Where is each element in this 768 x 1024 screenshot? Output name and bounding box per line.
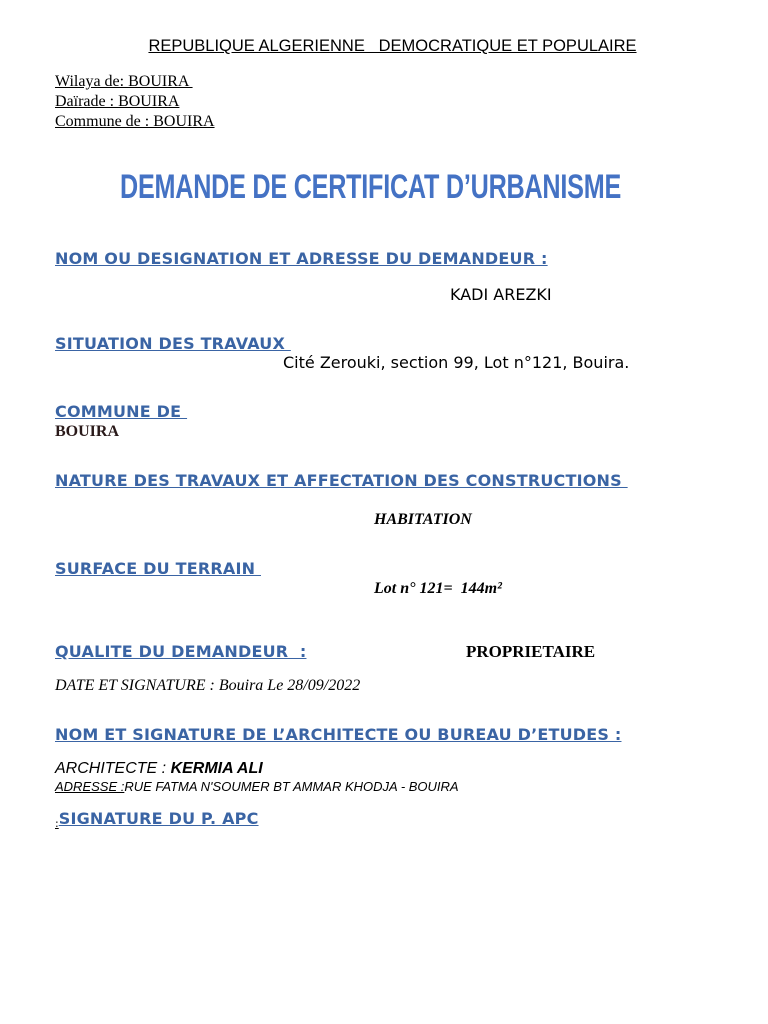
demandeur-value: KADI AREZKI xyxy=(450,285,552,304)
surface-value: Lot n° 121= 144m² xyxy=(374,580,502,597)
section-commune-label: COMMUNE DE xyxy=(55,402,188,421)
signature-line xyxy=(55,809,259,830)
date-signature-line: DATE ET SIGNATURE : Bouira Le 28/09/2022 xyxy=(55,677,361,694)
address-label: ADRESSE : xyxy=(55,779,125,794)
architecte-address-line xyxy=(55,779,459,794)
architecte-name: KERMIA ALI xyxy=(170,760,263,777)
section-demandeur-label: NOM OU DESIGNATION ET ADRESSE DU DEMANDEUR : xyxy=(55,249,548,268)
wilaya-line: Wilaya de: BOUIRA xyxy=(55,73,193,90)
nature-value: HABITATION xyxy=(374,511,472,528)
section-situation-label: SITUATION DES TRAVAUX xyxy=(55,334,291,353)
republic-heading: REPUBLIQUE ALGERIENNE DEMOCRATIQUE ET POPULAIRE xyxy=(148,37,637,55)
document-title: DEMANDE DE CERTIFICAT D’URBANISME xyxy=(120,168,622,206)
qualite-value: PROPRIETAIRE xyxy=(466,642,596,661)
dairade-line: Daïrade : BOUIRA xyxy=(55,93,180,110)
architecte-prefix: ARCHITECTE : xyxy=(55,760,171,777)
commune-value: BOUIRA xyxy=(55,423,120,440)
signature-label: SIGNATURE DU P. APC xyxy=(58,809,259,828)
address-value: RUE FATMA N'SOUMER BT AMMAR KHODJA - BOUIRA xyxy=(124,779,459,794)
section-qualite-label: QUALITE DU DEMANDEUR : xyxy=(55,642,307,661)
section-architecte-label: NOM ET SIGNATURE DE L’ARCHITECTE OU BUREAU D’ETUDES : xyxy=(55,725,622,744)
signature-colon: : xyxy=(55,817,59,830)
situation-value: Cité Zerouki, section 99, Lot n°121, Bouira. xyxy=(283,353,630,372)
commune-line: Commune de : BOUIRA xyxy=(55,113,215,130)
architecte-line xyxy=(55,760,263,778)
section-surface-label: SURFACE DU TERRAIN xyxy=(55,559,261,578)
section-nature-label: NATURE DES TRAVAUX ET AFFECTATION DES CONSTRUCTIONS xyxy=(55,471,628,490)
